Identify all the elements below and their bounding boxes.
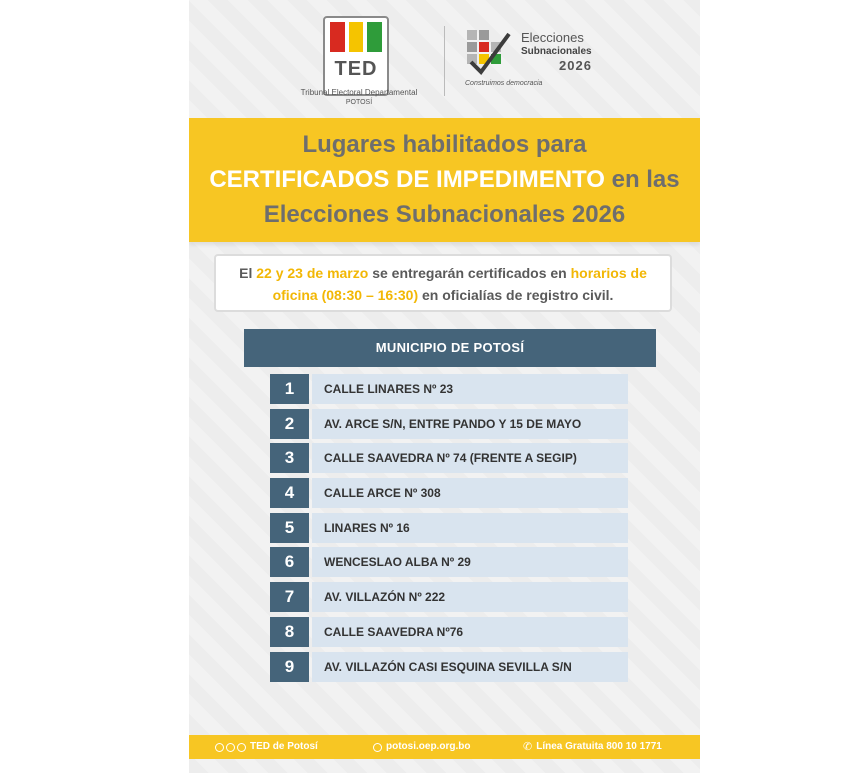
instagram-icon: [237, 743, 246, 752]
globe-icon: [373, 743, 382, 752]
info-box: [214, 254, 672, 312]
item-number: 7: [270, 582, 309, 612]
list-item: [270, 547, 628, 577]
item-number: 6: [270, 547, 309, 577]
item-address: AV. ARCE S/N, ENTRE PANDO Y 15 DE MAYO: [312, 409, 628, 439]
info-hours: horarios de oficina (08:30 – 16:30): [272, 265, 647, 303]
footer-social[interactable]: [215, 735, 318, 759]
list-item: [270, 617, 628, 647]
list-item: [270, 582, 628, 612]
phone-icon: ✆: [523, 741, 533, 753]
list-item: [270, 652, 628, 682]
ted-logo-text: TED: [334, 58, 378, 80]
item-number: 2: [270, 409, 309, 439]
elecciones-title: Elecciones: [521, 30, 584, 45]
footer-web[interactable]: [373, 735, 470, 759]
municipio-header: MUNICIPIO DE POTOSÍ: [244, 329, 656, 367]
banner-line-3: Elecciones Subnacionales 2026: [263, 201, 626, 228]
info-dates: 22 y 23 de marzo: [256, 265, 369, 281]
banner-line-2: [189, 162, 700, 197]
ted-logo-box: [323, 16, 389, 96]
item-number: 3: [270, 443, 309, 473]
facebook-icon: [215, 743, 224, 752]
item-address: CALLE LINARES Nº 23: [312, 374, 628, 404]
item-address: CALLE ARCE Nº 308: [312, 478, 628, 508]
ted-logo: [289, 10, 429, 105]
ted-caption-name: Tribunal Electoral Departamental: [300, 88, 418, 97]
item-address: LINARES Nº 16: [312, 513, 628, 543]
item-number: 9: [270, 652, 309, 682]
item-address: CALLE SAAVEDRA Nº76: [312, 617, 628, 647]
item-address: WENCESLAO ALBA Nº 29: [312, 547, 628, 577]
list-item: [270, 409, 628, 439]
ballot-check-icon: [465, 28, 513, 76]
elecciones-year: 2026: [559, 58, 592, 73]
footer-social-label: TED de Potosí: [250, 741, 318, 752]
tiktok-icon: [226, 743, 235, 752]
footer-bar: [189, 735, 700, 759]
banner-line-2-rest: en las: [604, 166, 680, 193]
title-banner: [189, 118, 700, 242]
item-address: AV. VILLAZÓN Nº 222: [312, 582, 628, 612]
green-bar: [367, 22, 382, 52]
item-number: 5: [270, 513, 309, 543]
elecciones-slogan: Construimos democracia: [465, 80, 543, 87]
info-part-3: se entregarán certificados en: [368, 265, 571, 281]
item-number: 1: [270, 374, 309, 404]
logo-divider: [444, 26, 445, 96]
list-item: [270, 374, 628, 404]
flag-bars: [330, 22, 382, 52]
list-item: [270, 513, 628, 543]
banner-highlight: CERTIFICADOS DE IMPEDIMENTO: [209, 166, 605, 193]
elecciones-logo: [459, 22, 609, 102]
list-item: [270, 443, 628, 473]
elecciones-subtitle: Subnacionales: [521, 46, 592, 57]
banner-line-1: Lugares habilitados para: [302, 131, 587, 158]
item-address: AV. VILLAZÓN CASI ESQUINA SEVILLA S/N: [312, 652, 628, 682]
item-number: 8: [270, 617, 309, 647]
info-part-5: en oficialías de registro civil.: [418, 287, 614, 303]
locations-list: [270, 374, 628, 686]
ted-caption-sub: POTOSÍ: [345, 99, 373, 106]
info-part-1: El: [239, 265, 257, 281]
item-number: 4: [270, 478, 309, 508]
red-bar: [330, 22, 345, 52]
yellow-bar: [349, 22, 364, 52]
ted-caption: [289, 88, 429, 108]
footer-web-label: potosi.oep.org.bo: [386, 741, 471, 752]
social-icons: [215, 743, 246, 752]
list-item: [270, 478, 628, 508]
footer-phone[interactable]: [523, 735, 662, 759]
poster: [189, 0, 700, 773]
item-address: CALLE SAAVEDRA Nº 74 (FRENTE A SEGIP): [312, 443, 628, 473]
footer-phone-label: Línea Gratuita 800 10 1771: [536, 741, 662, 752]
